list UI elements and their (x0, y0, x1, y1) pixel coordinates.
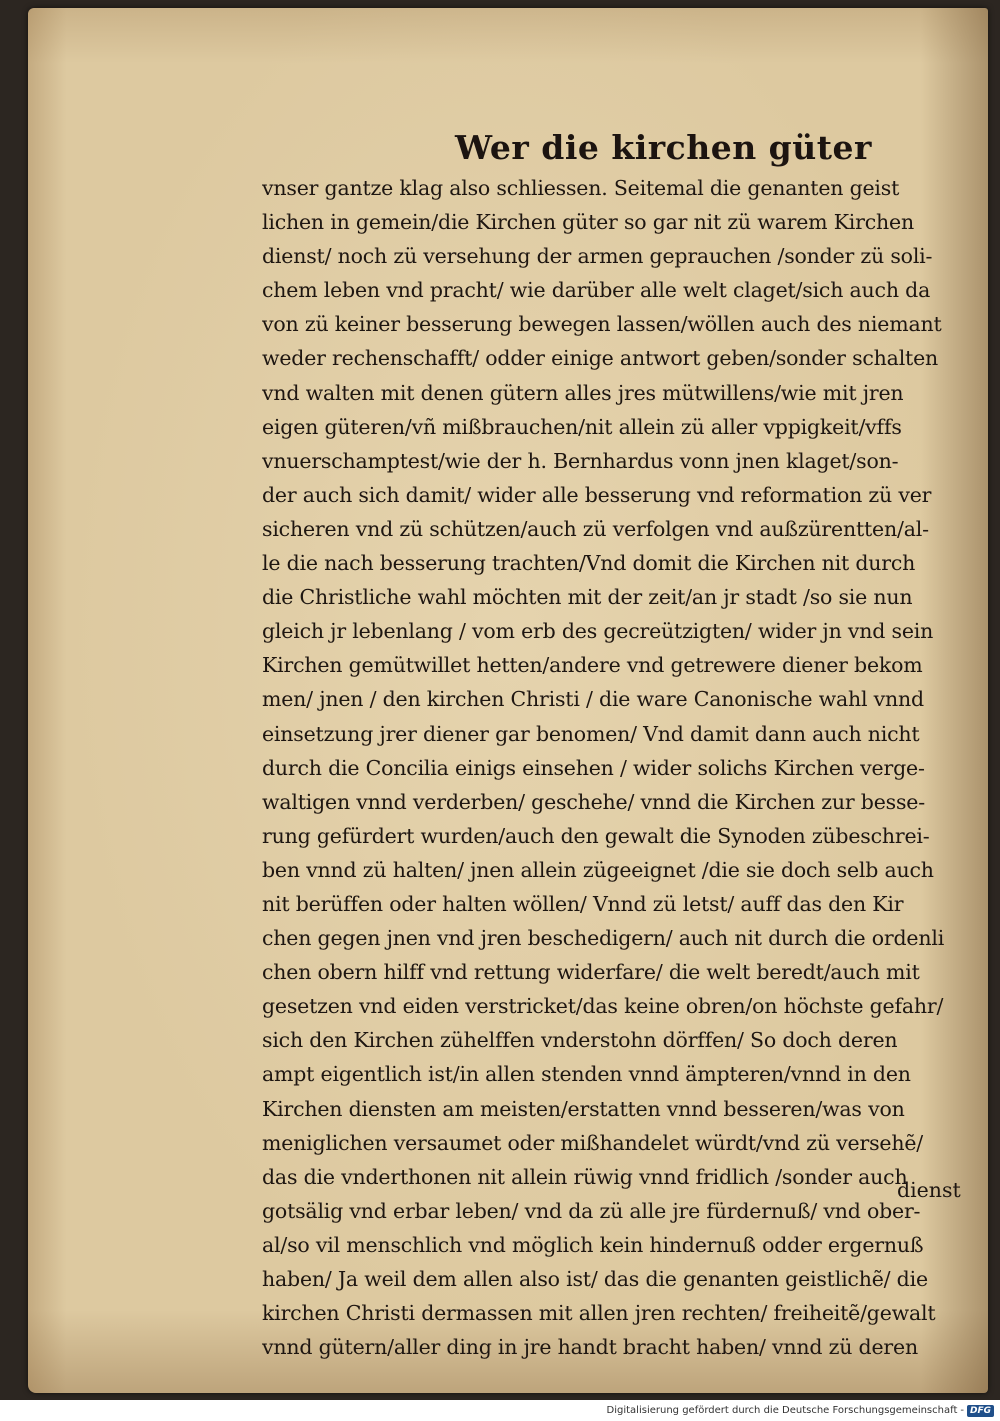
text-line: vnnd gütern/aller ding in jre handt bracht haben/ vnnd zü deren (262, 1335, 918, 1360)
text-line: einsetzung jrer diener gar benomen/ Vnd damit dann auch nicht (262, 721, 920, 746)
text-line: der auch sich damit/ wider alle besserung vnd reformation zü ver (262, 482, 932, 507)
text-line: von zü keiner besserung bewegen lassen/wöllen auch des niemant (262, 312, 942, 337)
text-line: ampt eigentlich ist/in allen stenden vnnd ämpteren/vnnd in den (262, 1062, 911, 1087)
funding-credit: Digitalisierung gefördert durch die Deutsche Forschungsgemeinschaft (606, 1405, 958, 1416)
text-line: die Christliche wahl möchten mit der zeit/an jr stadt /so sie nun (262, 585, 913, 610)
text-line: chem leben vnd pracht/ wie darüber alle welt claget/sich auch da (262, 278, 931, 303)
text-line: eigen güteren/vñ mißbrauchen/nit allein zü aller vppigkeit/vffs (262, 414, 902, 439)
text-line: vnd walten mit denen gütern alles jres mütwillens/wie mit jren (262, 380, 904, 405)
text-line: meniglichen versaumet oder mißhandelet würdt/vnd zü versehẽ/ (262, 1130, 923, 1155)
text-line: vnuerschamptest/wie der h. Bernhardus vonn jnen klaget/son- (262, 448, 899, 473)
text-line: men/ jnen / den kirchen Christi / die ware Canonische wahl vnnd (262, 687, 924, 712)
footer-separator: - (960, 1405, 964, 1416)
catchword: dienst (897, 1178, 961, 1202)
text-line: durch die Concilia einigs einsehen / wider solichs Kirchen verge- (262, 755, 925, 780)
text-line: haben/ Ja weil dem allen also ist/ das die genanten geistlichẽ/ die (262, 1267, 928, 1291)
text-line: rung gefürdert wurden/auch den gewalt die Synoden zübeschrei- (262, 823, 930, 848)
text-line: gotsälig vnd erbar leben/ vnd da zü alle jre fürdernuß/ vnd ober- (262, 1198, 921, 1223)
text-line: chen obern hilff vnd rettung widerfare/ die welt beredt/auch mit (262, 960, 920, 985)
text-line: nit berüffen oder halten wöllen/ Vnnd zü letst/ auff das den Kir (262, 891, 904, 916)
text-line: lichen in gemein/die Kirchen güter so gar nit zü warem Kirchen (262, 210, 914, 235)
text-line: das die vnderthonen nit allein rüwig vnnd fridlich /sonder auch (262, 1164, 908, 1189)
text-line: Kirchen gemütwillet hetten/andere vnd getrewere diener bekom (262, 653, 923, 678)
dfg-logo: DFG (967, 1405, 994, 1417)
text-line: vnser gantze klag also schliessen. Seitemal die genanten geist (262, 176, 900, 200)
text-line: weder rechenschafft/ odder einige antwort geben/sonder schalten (262, 346, 939, 371)
text-line: waltigen vnnd verderben/ geschehe/ vnnd die Kirchen zur besse- (262, 789, 925, 814)
text-line: dienst/ noch zü versehung der armen geprauchen /sonder zü soli- (262, 244, 933, 269)
text-line: gleich jr lebenlang / vom erb des gecreützigten/ wider jn vnd sein (262, 619, 934, 644)
text-line: sich den Kirchen zühelffen vnderstohn dörffen/ So doch deren (262, 1028, 898, 1053)
text-line: Kirchen diensten am meisten/erstatten vnnd besseren/was von (262, 1096, 905, 1121)
text-line: al/so vil menschlich vnd möglich kein hindernuß odder ergernuß (262, 1232, 924, 1257)
footer-bar (0, 1400, 1000, 1421)
text-line: kirchen Christi dermassen mit allen jren rechten/ freiheitẽ/gewalt (262, 1301, 936, 1326)
text-line: ben vnnd zü halten/ jnen allein zügeeignet /die sie doch selb auch (262, 857, 934, 882)
running-head: Wer die kirchen güter (455, 128, 872, 167)
text-line: le die nach besserung trachten/Vnd domit die Kirchen nit durch (262, 551, 916, 576)
text-line: sicheren vnd zü schützen/auch zü verfolgen vnd außzürentten/al- (262, 516, 929, 541)
text-line: chen gegen jnen vnd jren beschedigern/ auch nit durch die ordenli (262, 926, 945, 951)
text-line: gesetzen vnd eiden verstricket/das keine obren/on höchste gefahr/ (262, 994, 944, 1019)
page-text-block (262, 171, 962, 1364)
